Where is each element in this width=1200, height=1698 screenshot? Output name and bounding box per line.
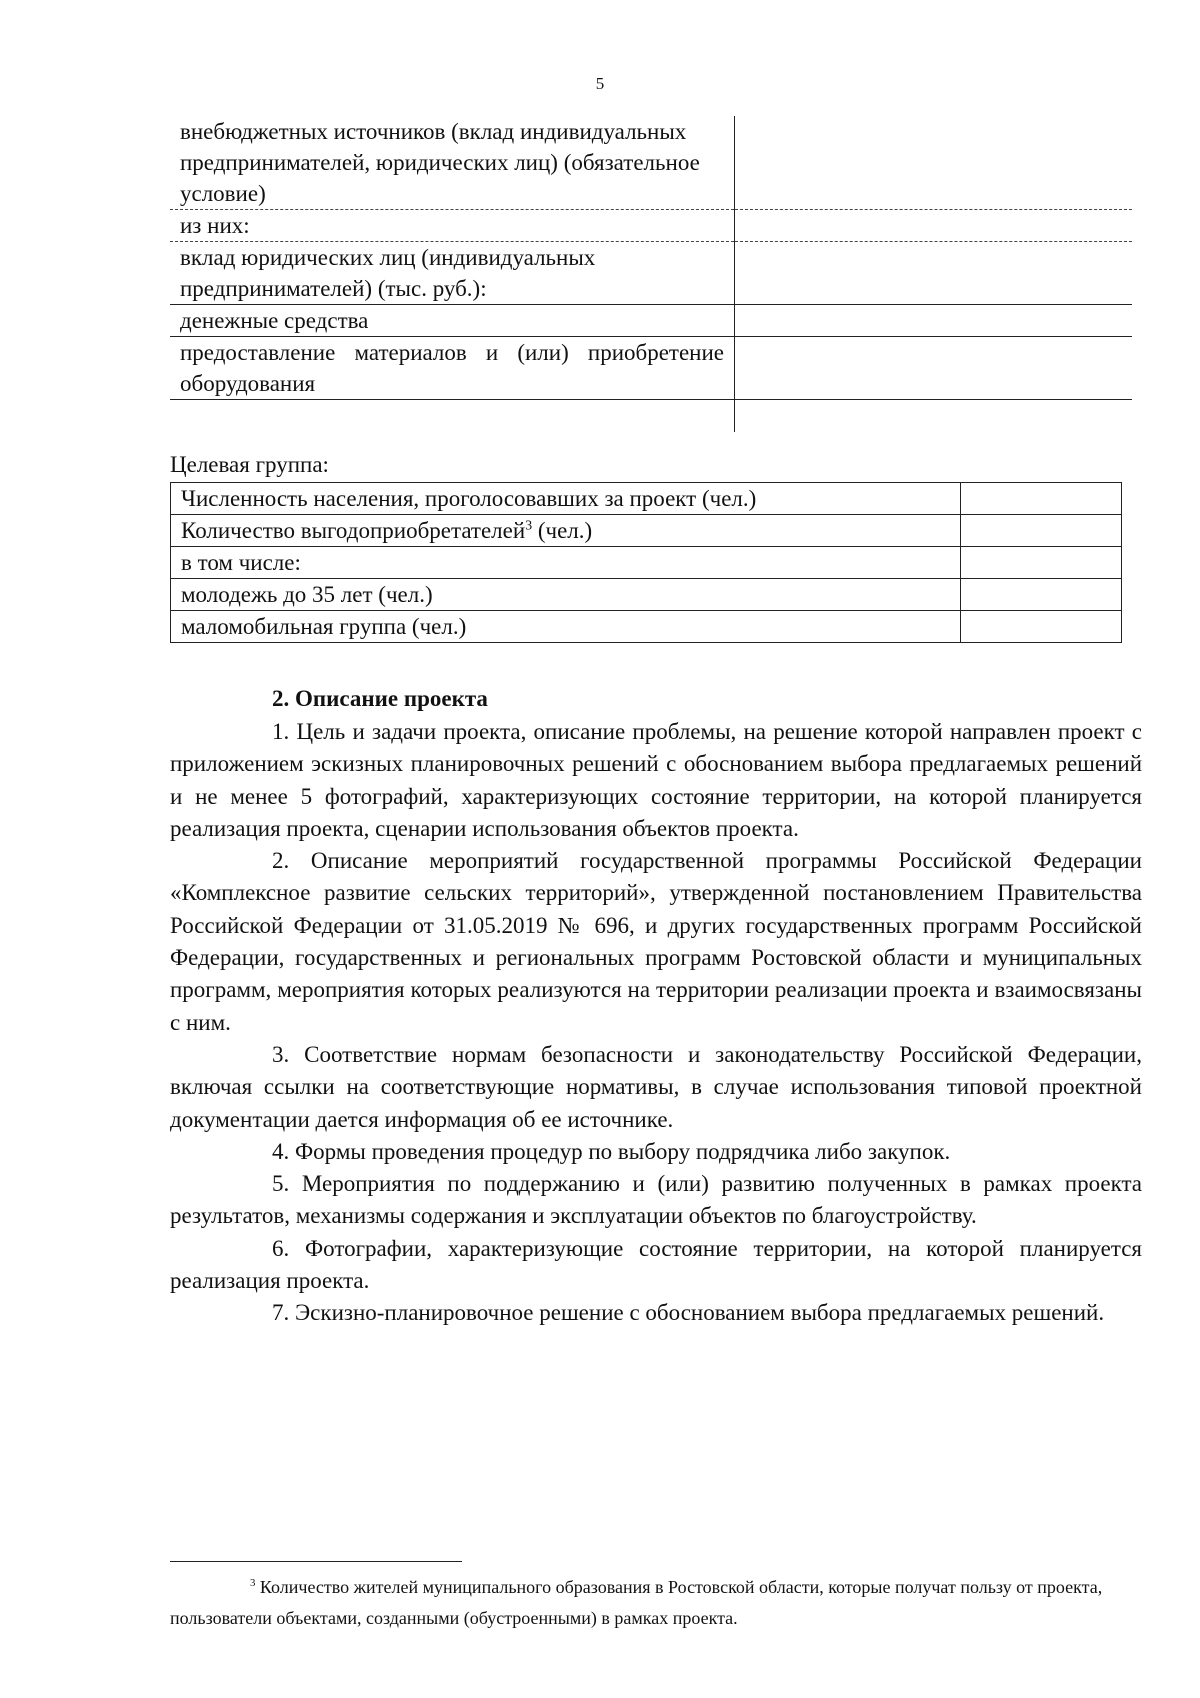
target-value: [961, 611, 1122, 643]
target-value: [961, 547, 1122, 579]
funding-value: [735, 337, 1133, 400]
footnote: [170, 1572, 1142, 1634]
target-value: [961, 579, 1122, 611]
footnote-mark: 3: [250, 1577, 256, 1589]
table-spacer-row: [170, 400, 1132, 433]
funding-label: денежные средства: [170, 305, 735, 337]
paragraph: 3. Соответствие нормам безопасности и законодательству Российской Федерации, включая ссылки на соответствующие нормативы, в случае использования типовой проектной документации дается информация об ее источнике.: [170, 1041, 1142, 1132]
funding-label: внебюджетных источников (вклад индивидуальных предпринимателей, юридических лиц) (обязательное условие): [170, 116, 735, 210]
table-row: [170, 116, 1132, 210]
beneficiaries-label: Количество выгодоприобретателей: [181, 518, 526, 543]
target-label: молодежь до 35 лет (чел.): [171, 579, 961, 611]
table-row: [170, 305, 1132, 337]
page-number: 5: [595, 74, 605, 93]
beneficiaries-unit: (чел.): [532, 518, 593, 543]
paragraph: 2. Описание мероприятий государственной программы Российской Федерации «Комплексное развитие сельских территорий», утвержденной постановлением Правительства Российской Федерации от 31.05.2019 № 696, и других государственных программ Российской Федерации, государственных и региональных программ Ростовской области и муниципальных программ, мероприятия которых реализуются на территории реализации проекта и взаимосвязаны с ним.: [170, 848, 1142, 1035]
table-row: [170, 242, 1132, 305]
table-row: [170, 210, 1132, 242]
footnote-text: Количество жителей муниципального образования в Ростовской области, которые получат пользу от проекта, пользователи объектами, созданными (обустроенными) в рамках проекта.: [170, 1577, 1103, 1628]
funding-value: [735, 116, 1133, 210]
target-group-label: Целевая группа:: [170, 452, 329, 477]
funding-label: из них:: [170, 210, 735, 242]
section-body: [170, 716, 1142, 1330]
table-row: [171, 547, 1122, 579]
target-value: [961, 483, 1122, 515]
paragraph: 1. Цель и задачи проекта, описание проблемы, на решение которой направлен проект с приложением эскизных планировочных решений с обоснованием выбора предлагаемых решений и не менее 5 фотографий, характеризующих состояние территории, на которой планируется реализация проекта, сценарии использования объектов проекта.: [170, 719, 1142, 841]
section-title: 2. Описание проекта: [272, 686, 488, 711]
funding-label: предоставление материалов и (или) приобретение оборудования: [170, 337, 735, 400]
funding-table: [170, 116, 1132, 432]
target-value: [961, 515, 1122, 547]
paragraph: 6. Фотографии, характеризующие состояние территории, на которой планируется реализация проекта.: [170, 1235, 1142, 1294]
funding-value: [735, 305, 1133, 337]
table-row: [171, 515, 1122, 547]
paragraph: 7. Эскизно-планировочное решение с обоснованием выбора предлагаемых решений.: [272, 1300, 1105, 1326]
paragraph: 4. Формы проведения процедур по выбору подрядчика либо закупок.: [272, 1138, 951, 1164]
table-row: [171, 579, 1122, 611]
funding-value: [735, 210, 1133, 242]
target-label: Численность населения, проголосовавших за проект (чел.): [171, 483, 961, 515]
funding-value: [735, 242, 1133, 305]
target-group-table: [170, 482, 1122, 643]
table-row: [170, 337, 1132, 400]
funding-label: вклад юридических лиц (индивидуальных предпринимателей) (тыс. руб.):: [170, 242, 735, 305]
footnote-divider: [170, 1561, 462, 1562]
target-label: в том числе:: [171, 547, 961, 579]
target-label: [171, 515, 961, 547]
target-label: маломобильная группа (чел.): [171, 611, 961, 643]
table-row: [171, 611, 1122, 643]
table-row: [171, 483, 1122, 515]
paragraph: 5. Мероприятия по поддержанию и (или) развитию полученных в рамках проекта результатов, механизмы содержания и эксплуатации объектов по благоустройству.: [170, 1171, 1142, 1229]
footnote-ref: 3: [525, 517, 533, 533]
